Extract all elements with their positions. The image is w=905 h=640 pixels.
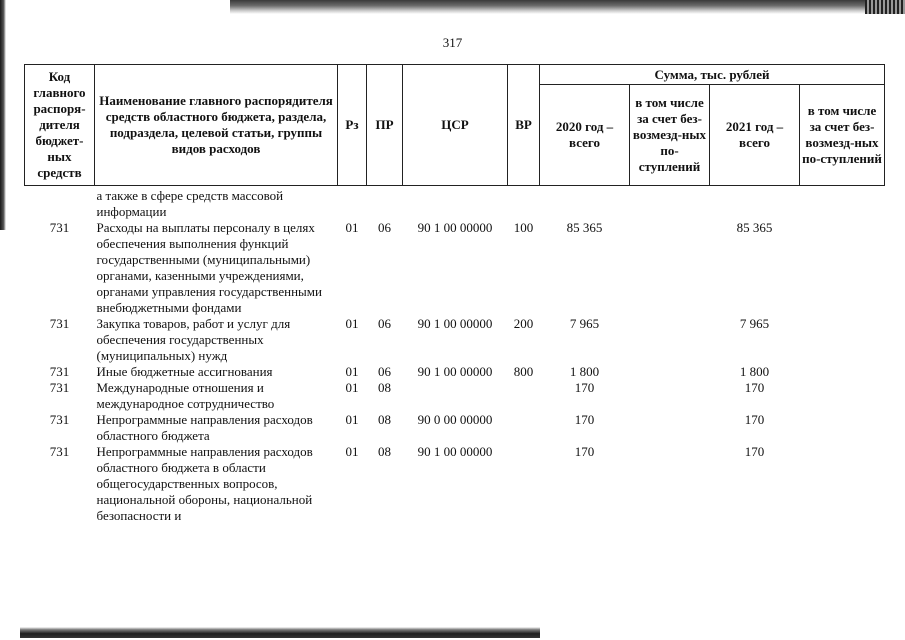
cell-name: а также в сфере средств массовой информации: [96, 188, 284, 219]
cell-pr: 06: [378, 316, 391, 331]
cell-sum-2020: 170: [574, 380, 595, 395]
cell-rz: 01: [345, 444, 359, 459]
cell-free-2020: [630, 186, 710, 221]
header-vr: ВР: [508, 65, 540, 186]
table-row: [25, 186, 885, 221]
cell-rz: 01: [345, 380, 359, 395]
cell-code: 731: [49, 220, 70, 235]
page-number: 317: [442, 35, 463, 50]
cell-free-2021: [800, 220, 885, 316]
scan-edge-bottom: [20, 627, 540, 638]
cell-free-2021: [800, 444, 885, 524]
cell-code: 731: [49, 444, 70, 459]
cell-rz: 01: [345, 316, 359, 331]
cell-free-2021: [800, 364, 885, 380]
table-header: [25, 65, 885, 186]
cell-vr: 800: [513, 364, 534, 379]
cell-pr: 06: [378, 220, 391, 235]
table-row: [25, 316, 885, 364]
cell-code: 731: [49, 412, 70, 427]
cell-sum-2020: 7 965: [569, 316, 600, 331]
cell-free-2020: [630, 316, 710, 364]
cell-csr: [403, 186, 508, 221]
cell-csr: 90 1 00 00000: [417, 364, 493, 379]
cell-vr: [508, 186, 540, 221]
cell-name: Иные бюджетные ассигнования: [96, 364, 273, 379]
cell-csr: 90 1 00 00000: [417, 316, 493, 331]
cell-sum-2020: 1 800: [569, 364, 600, 379]
cell-pr: 06: [378, 364, 391, 379]
cell-name: Международные отношения и международное сотрудничество: [96, 380, 275, 411]
cell-code: 731: [49, 364, 70, 379]
table-row: [25, 364, 885, 380]
cell-free-2020: [630, 412, 710, 444]
cell-sum-2020: 170: [574, 444, 595, 459]
cell-vr: [508, 412, 540, 444]
cell-csr: 90 1 00 00000: [417, 444, 493, 459]
cell-name: Непрограммные направления расходов областного бюджета в области общегосударственных вопросов, национальной обороны, национальной безопасности и: [96, 444, 313, 523]
cell-name: Закупка товаров, работ и услуг для обеспечения государственных (муниципальных) нужд: [96, 316, 291, 363]
header-csr: ЦСР: [403, 65, 508, 186]
cell-free-2020: [630, 364, 710, 380]
cell-sum-2021: 170: [744, 444, 765, 459]
header-sum-group: Сумма, тыс. рублей: [540, 65, 885, 85]
cell-name: Непрограммные направления расходов областного бюджета: [96, 412, 313, 443]
cell-vr: [508, 380, 540, 412]
cell-sum-2020: 170: [574, 412, 595, 427]
cell-free-2020: [630, 444, 710, 524]
cell-csr: 90 0 00 00000: [417, 412, 493, 427]
header-name: Наименование главного распорядителя средств областного бюджета, раздела, подраздела, целевой статьи, группы видов расходов: [95, 65, 338, 186]
cell-pr: [367, 186, 403, 221]
cell-vr: 200: [513, 316, 534, 331]
scan-edge-top: [230, 0, 905, 14]
cell-rz: 01: [345, 220, 359, 235]
table-body: [25, 186, 885, 525]
header-code: Код главного распоря-дителя бюджет-ных средств: [25, 65, 95, 186]
cell-free-2021: [800, 316, 885, 364]
table-row: [25, 444, 885, 524]
header-2021-free: в том числе за счет без-возмезд-ных по-ступлений: [800, 85, 885, 186]
cell-sum-2021: 170: [744, 412, 765, 427]
cell-code: 731: [49, 380, 70, 395]
table-row: [25, 220, 885, 316]
header-2020-free: в том числе за счет без-возмезд-ных по-ступлений: [630, 85, 710, 186]
cell-sum-2021: 7 965: [739, 316, 770, 331]
cell-pr: 08: [378, 412, 391, 427]
cell-vr: 100: [513, 220, 534, 235]
cell-pr: 08: [378, 444, 391, 459]
cell-sum-2021: 1 800: [739, 364, 770, 379]
header-2021-total: 2021 год – всего: [710, 85, 800, 186]
cell-sum-2020: [540, 186, 630, 221]
header-2020-total: 2020 год – всего: [540, 85, 630, 186]
cell-code: [25, 186, 95, 221]
cell-free-2021: [800, 412, 885, 444]
cell-code: 731: [49, 316, 70, 331]
cell-free-2020: [630, 220, 710, 316]
cell-free-2020: [630, 380, 710, 412]
cell-rz: 01: [345, 412, 359, 427]
cell-csr: 90 1 00 00000: [417, 220, 493, 235]
budget-table: [24, 64, 885, 524]
cell-free-2021: [800, 186, 885, 221]
cell-name: Расходы на выплаты персоналу в целях обеспечения выполнения функций государственными (муниципальными) органами, казенными учреждениями, органами управления государственными внебюджетными фондами: [96, 220, 322, 315]
cell-pr: 08: [378, 380, 391, 395]
table-row: [25, 380, 885, 412]
cell-sum-2020: 85 365: [566, 220, 603, 235]
cell-csr: [403, 380, 508, 412]
cell-vr: [508, 444, 540, 524]
cell-free-2021: [800, 380, 885, 412]
cell-rz: [338, 186, 367, 221]
cell-sum-2021: [710, 186, 800, 221]
table-row: [25, 412, 885, 444]
cell-rz: 01: [345, 364, 359, 379]
header-rz: Рз: [338, 65, 367, 186]
cell-sum-2021: 170: [744, 380, 765, 395]
cell-sum-2021: 85 365: [736, 220, 773, 235]
header-pr: ПР: [367, 65, 403, 186]
